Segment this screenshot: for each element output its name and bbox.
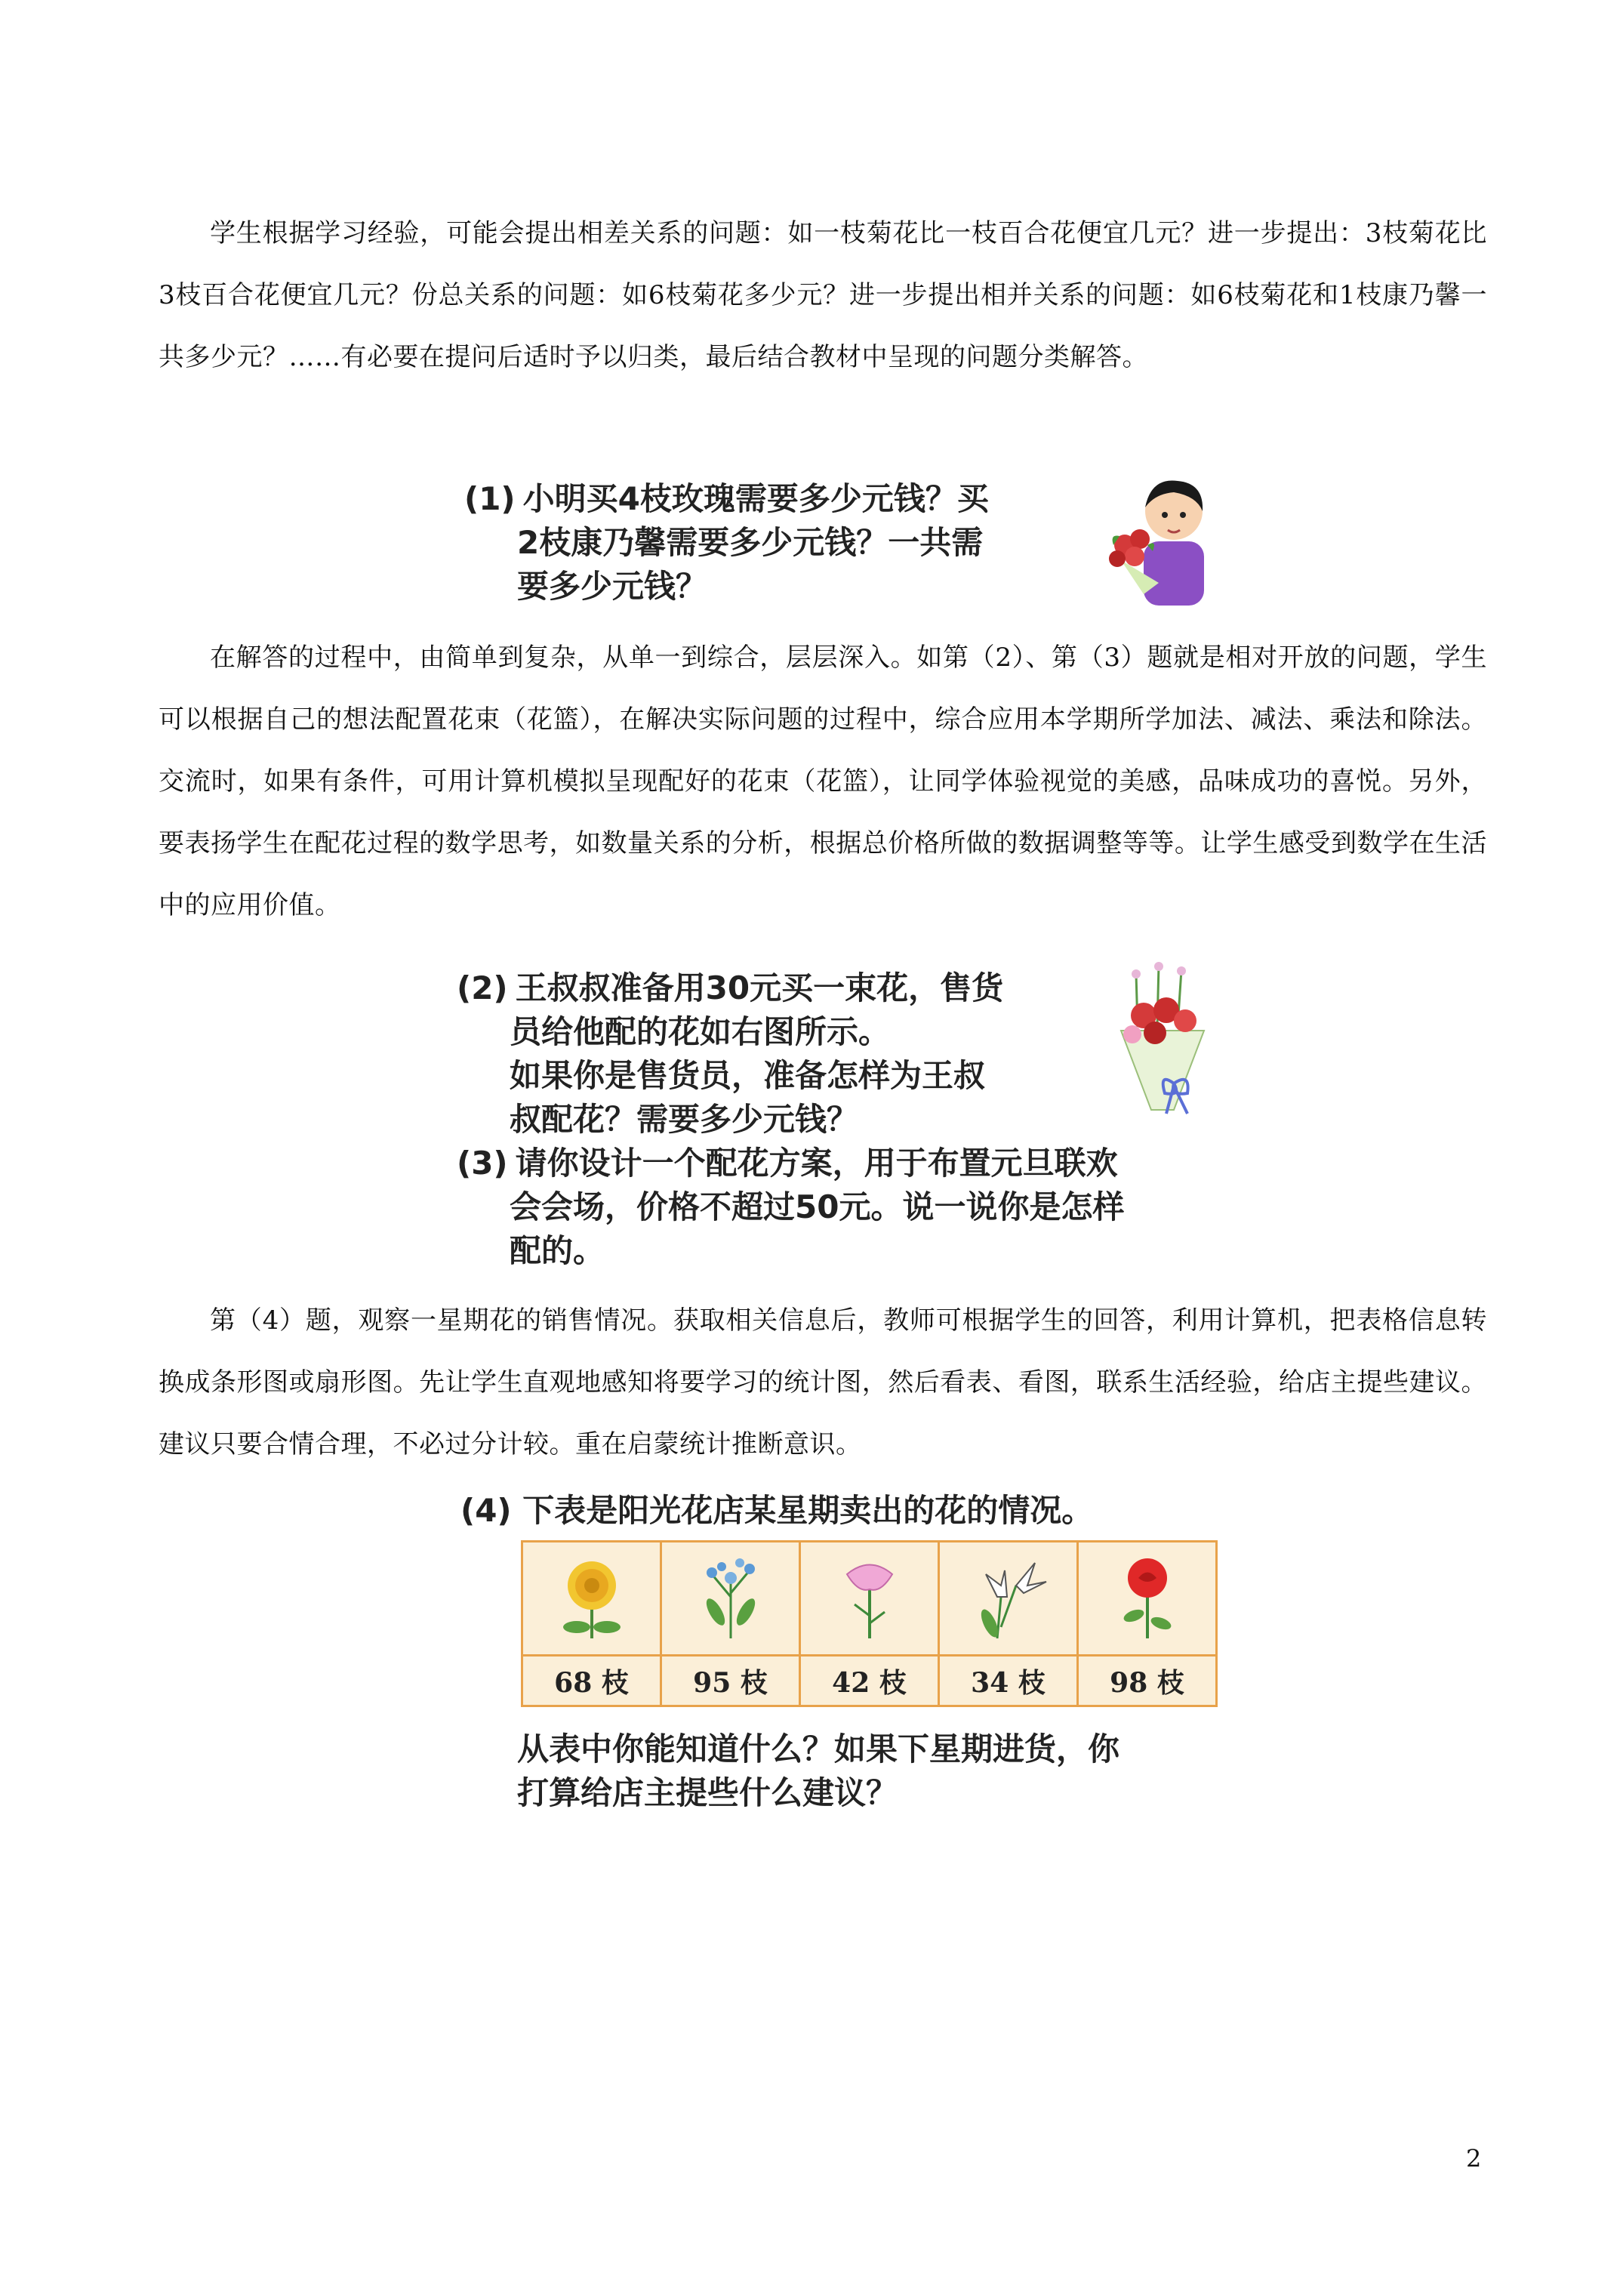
problem-4-title-text: 下表是阳光花店某星期卖出的花的情况。 [522, 1492, 1094, 1529]
problem-2-line-2: 员给他配的花如右图所示。 [510, 1013, 891, 1050]
paragraph-problem-4: 第（4）题，观察一星期花的销售情况。获取相关信息后，教师可根据学生的回答，利用计算机，把表格信息转换成条形图或扇形图。先让学生直观地感知将要学习的统计图，然后看表、看图，联系生活经验，给店主提些建议。建议只要合情合理，不必过分计较。重在启蒙统计推断意识。 [159, 1305, 1487, 1459]
problem-1-line-1: 小明买4枝玫瑰需要多少元钱？买 [522, 480, 989, 517]
problem-3-line-2: 会会场，价格不超过50元。说一说你是怎样 [510, 1188, 1125, 1225]
problem-3-line-1: 请你设计一个配花方案，用于布置元旦联欢 [515, 1145, 1118, 1182]
count-rose: 98 枝 [1078, 1656, 1217, 1706]
flower-sales-table [521, 1540, 1218, 1707]
problem-4-question-line-2: 打算给店主提些什么建议？ [517, 1774, 898, 1811]
problem-4-title [460, 1486, 1093, 1531]
problem-1-line-2: 2枝康乃馨需要多少元钱？一共需 [517, 524, 984, 561]
problem-1-text [464, 477, 989, 609]
flower-cell [661, 1542, 800, 1656]
count-carnation: 42 枝 [800, 1656, 939, 1706]
flower-count-row [522, 1656, 1217, 1706]
flower-cell [939, 1542, 1078, 1656]
rose-icon [1102, 1552, 1193, 1642]
forget-me-not-icon [685, 1552, 776, 1642]
count-lily: 34 枝 [939, 1656, 1078, 1706]
problem-2-line-3: 如果你是售货员，准备怎样为王叔 [510, 1057, 986, 1094]
problem-3-line-3: 配的。 [510, 1232, 605, 1269]
flower-cell [800, 1542, 939, 1656]
page-number: 2 [1466, 2144, 1482, 2173]
flower-cell [522, 1542, 661, 1656]
problem-2-line-1: 王叔叔准备用30元买一束花，售货 [515, 969, 1004, 1006]
boy-with-bouquet-icon [1098, 470, 1219, 606]
problem-4-question-line-1: 从表中你能知道什么？如果下星期进货，你 [517, 1730, 1120, 1767]
flower-image-row [522, 1542, 1217, 1656]
bouquet-icon [1091, 959, 1227, 1121]
count-forget-me-not: 95 枝 [661, 1656, 800, 1706]
carnation-icon [824, 1552, 915, 1642]
paragraph-solving: 在解答的过程中，由简单到复杂，从单一到综合，层层深入。如第（2）、第（3）题就是相对开放的问题，学生可以根据自己的想法配置花束（花篮），在解决实际问题的过程中，综合应用本学期所学加法、减法、乘法和除法。交流时，如果有条件，可用计算机模拟呈现配好的花束（花篮），让同学体验视觉的美感，品味成功的喜悦。另外，要表扬学生在配花过程的数学思考，如数量关系的分析，根据总价格所做的数据调整等等。让学生感受到数学在生活中的应用价值。 [159, 643, 1487, 920]
problem-4-figure [460, 1486, 1253, 1833]
lily-icon [963, 1552, 1054, 1642]
problem-3-number: (3) [457, 1145, 508, 1182]
problem-4-question [517, 1727, 1119, 1815]
problem-2-3-text [457, 966, 1124, 1273]
chrysanthemum-icon [547, 1552, 637, 1642]
problem-4-number: (4) [460, 1492, 512, 1529]
count-chrysanthemum: 68 枝 [522, 1656, 661, 1706]
problem-1-figure [464, 470, 1219, 613]
paragraph-intro: 学生根据学习经验，可能会提出相差关系的问题：如一枝菊花比一枝百合花便宜几元？进一步提出：3枝菊花比3枝百合花便宜几元？份总关系的问题：如6枝菊花多少元？进一步提出相并关系的问题：如6枝菊花和1枝康乃馨一共多少元？……有必要在提问后适时予以归类，最后结合教材中呈现的问题分类解答。 [159, 218, 1487, 372]
problem-2-number: (2) [457, 969, 508, 1006]
flower-cell [1078, 1542, 1217, 1656]
problem-1-number: (1) [464, 480, 516, 517]
problem-2-line-4: 叔配花？需要多少元钱？ [510, 1101, 859, 1138]
problem-1-line-3: 要多少元钱？ [517, 568, 708, 605]
problem-2-3-figure [457, 959, 1242, 1276]
